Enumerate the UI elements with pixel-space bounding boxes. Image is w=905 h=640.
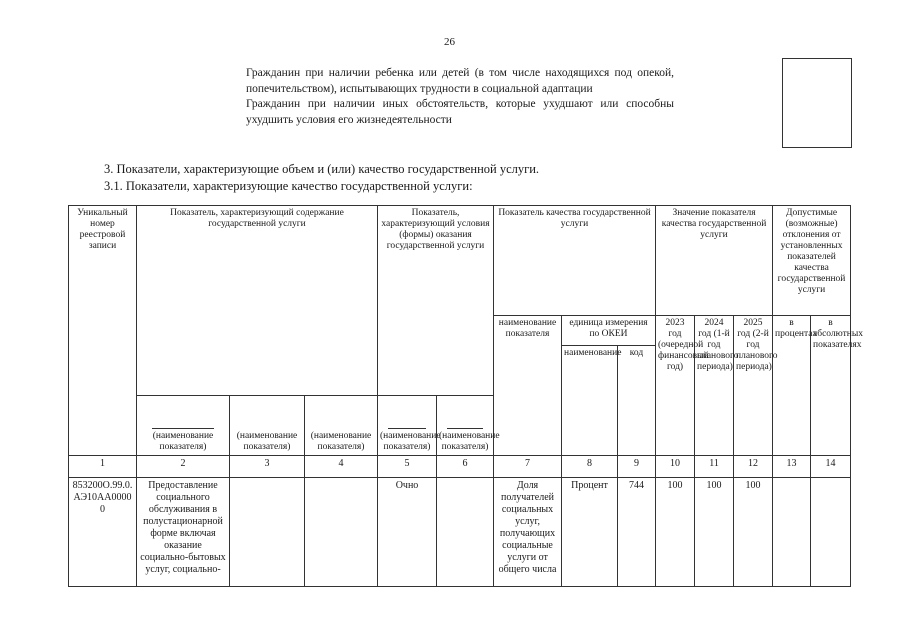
column-number: 4 bbox=[305, 456, 378, 478]
header-unique-number: Уникальный номер реестровой записи bbox=[69, 206, 137, 456]
table-row bbox=[69, 478, 851, 587]
column-number: 12 bbox=[734, 456, 773, 478]
empty-cell bbox=[773, 478, 811, 587]
subsection-heading: 3.1. Показатели, характеризующие качество государственной услуги: bbox=[104, 179, 473, 193]
header-allowed-deviation: Допустимые (возможные) отклонения от установленных показателей качества государственной услуги bbox=[773, 206, 851, 316]
placeholder-cell bbox=[137, 396, 230, 456]
unit-code: 744 bbox=[618, 478, 656, 587]
registry-code-box bbox=[782, 58, 852, 148]
header-conditions-indicator: Показатель, характеризующий условия (формы) оказания государственной услуги bbox=[378, 206, 494, 396]
value-2023: 100 bbox=[656, 478, 695, 587]
column-number: 3 bbox=[230, 456, 305, 478]
registry-number: 853200О.99.0.АЭ10АА00000 bbox=[69, 478, 137, 587]
header-quality-value: Значение показателя качества государственной услуги bbox=[656, 206, 773, 316]
column-number: 11 bbox=[695, 456, 734, 478]
value-2025: 100 bbox=[734, 478, 773, 587]
column-number: 6 bbox=[437, 456, 494, 478]
header-unit-code: код bbox=[618, 346, 656, 456]
placeholder-cell bbox=[230, 396, 305, 456]
service-form: Очно bbox=[378, 478, 437, 587]
recipient-category-other: Гражданин при наличии иных обстоятельств, которые ухудшают или способны ухудшить условия его жизнедеятельности bbox=[246, 98, 674, 126]
header-indicator-name: наименование показателя bbox=[494, 316, 562, 456]
section-heading: 3. Показатели, характеризующие объем и (или) качество государственной услуги. bbox=[104, 162, 540, 176]
placeholder-text: (наименование показателя) bbox=[310, 431, 372, 452]
header-in-absolute: в абсолютных показателях bbox=[811, 316, 851, 456]
placeholder-text: (наименование показателя) bbox=[380, 431, 441, 452]
value-2024: 100 bbox=[695, 478, 734, 587]
unit-name: Процент bbox=[562, 478, 618, 587]
empty-cell bbox=[811, 478, 851, 587]
column-number: 10 bbox=[656, 456, 695, 478]
header-content-indicator: Показатель, характеризующий содержание государственной услуги bbox=[137, 206, 378, 396]
empty-cell bbox=[230, 478, 305, 587]
placeholder-text: (наименование показателя) bbox=[236, 431, 298, 452]
empty-cell bbox=[437, 478, 494, 587]
placeholder-cell bbox=[378, 396, 441, 456]
empty-cell bbox=[305, 478, 378, 587]
column-number: 5 bbox=[378, 456, 437, 478]
header-year-2024: 2024 год (1-й год планового периода) bbox=[695, 316, 734, 456]
placeholder-cell bbox=[437, 396, 500, 456]
column-number: 8 bbox=[562, 456, 618, 478]
service-content: Предоставление социального обслуживания в полустационарной форме включая оказание социально-бытовых услуг, социально- bbox=[137, 478, 230, 587]
column-number: 2 bbox=[137, 456, 230, 478]
header-unit-name: наименование bbox=[562, 346, 618, 456]
quality-indicators-table bbox=[68, 205, 864, 587]
header-quality-indicator: Показатель качества государственной услуги bbox=[494, 206, 656, 316]
placeholder-cell bbox=[305, 396, 378, 456]
column-number: 7 bbox=[494, 456, 562, 478]
column-number: 14 bbox=[811, 456, 851, 478]
header-in-percent: в процентах bbox=[773, 316, 811, 456]
placeholder-text: (наименование показателя) bbox=[439, 431, 500, 452]
recipient-categories bbox=[246, 66, 674, 128]
quality-indicator-name: Доля получателей социальных услуг, получающих социальные услуги от общего числа bbox=[494, 478, 562, 587]
placeholder-text: (наименование показателя) bbox=[152, 431, 214, 452]
column-number: 1 bbox=[69, 456, 137, 478]
column-number: 9 bbox=[618, 456, 656, 478]
column-number: 13 bbox=[773, 456, 811, 478]
header-unit-okei: единица измерения по ОКЕИ bbox=[562, 316, 656, 346]
header-year-2023: 2023 год (очередной финансовый год) bbox=[656, 316, 695, 456]
page-number: 26 bbox=[444, 36, 455, 48]
header-year-2025: 2025 год (2-й год планового периода) bbox=[734, 316, 773, 456]
recipient-category-children: Гражданин при наличии ребенка или детей (в том числе находящихся под опекой, попечительством), испытывающих трудности в социальной адаптации bbox=[246, 67, 674, 95]
